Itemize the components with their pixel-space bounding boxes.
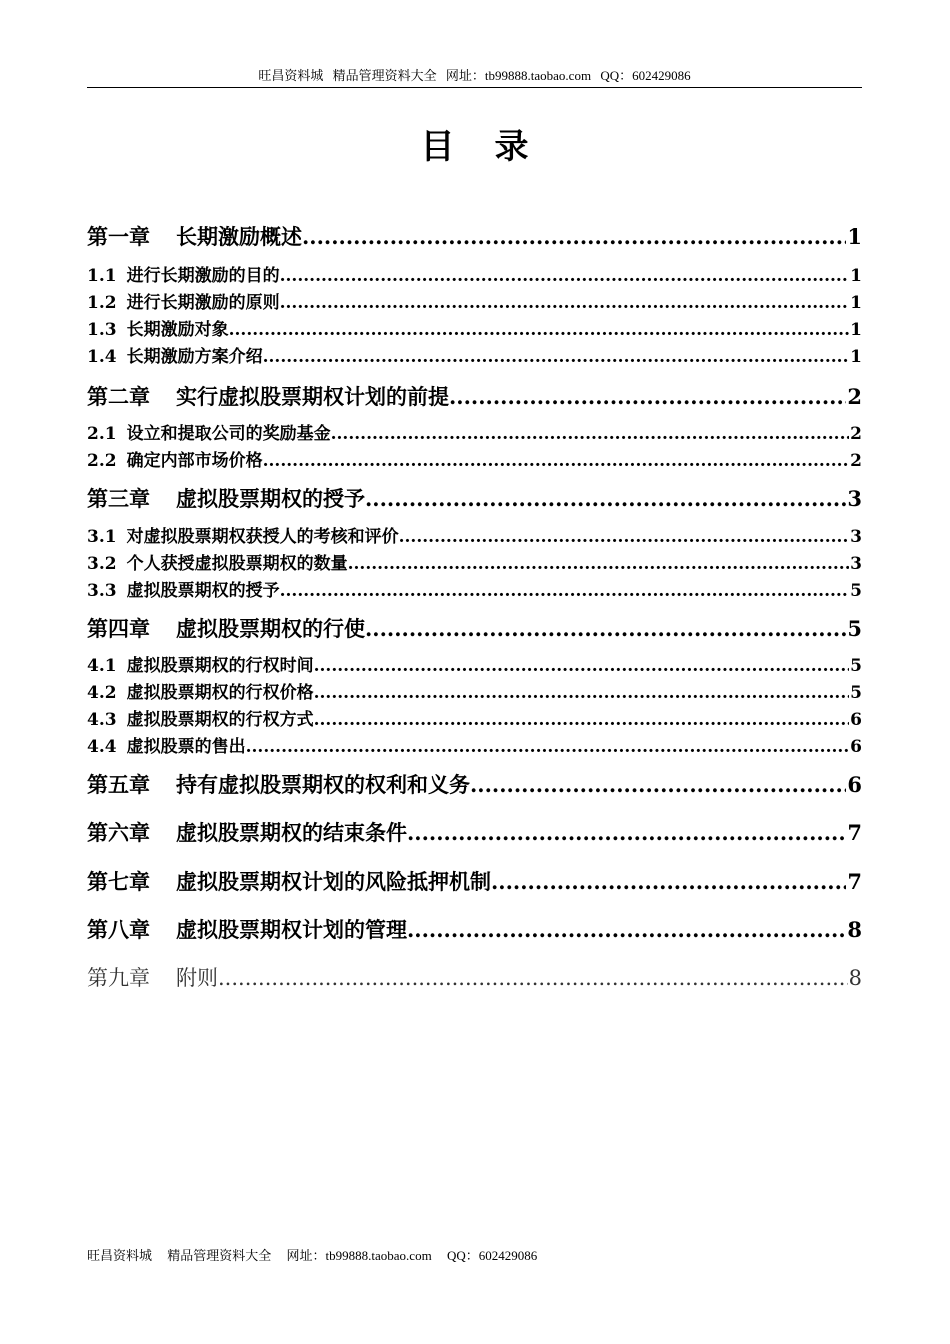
- toc-dot-leader: [229, 318, 850, 342]
- toc-page-number: 2: [847, 384, 862, 409]
- toc-section-4-3[interactable]: [87, 708, 862, 732]
- footer-qq: QQ：602429086: [446, 1248, 538, 1263]
- toc-section-3-2[interactable]: [87, 552, 862, 576]
- toc-dot-leader: [365, 484, 846, 514]
- toc-number: 3.2: [87, 554, 117, 574]
- toc-chapter-8[interactable]: [87, 915, 862, 945]
- toc-number: 第八章: [87, 917, 150, 942]
- toc-page-number: 6: [850, 737, 862, 757]
- toc-chapter-1[interactable]: [87, 222, 862, 252]
- toc-number: 1.3: [87, 320, 117, 340]
- toc-number: 第三章: [87, 486, 150, 511]
- toc-label: 虚拟股票期权的行权方式: [126, 710, 314, 730]
- toc-label: 持有虚拟股票期权的权利和义务: [176, 772, 470, 797]
- toc-label: 虚拟股票期权的行权价格: [126, 683, 314, 703]
- toc-page-number: 6: [847, 772, 862, 797]
- footer-shop-name: 旺昌资料城: [87, 1248, 153, 1263]
- toc-section-4-1[interactable]: [87, 654, 862, 678]
- toc-page-number: 2: [850, 424, 862, 444]
- toc-number: 4.4: [87, 737, 117, 757]
- toc-dot-leader: [218, 963, 848, 993]
- toc-label: 虚拟股票期权计划的管理: [176, 917, 407, 942]
- toc-chapter-9[interactable]: [87, 963, 862, 993]
- toc-number: 第六章: [87, 820, 150, 845]
- toc-dot-leader: [314, 708, 850, 732]
- toc-page-number: 5: [850, 581, 862, 601]
- toc-page-number: 5: [850, 683, 862, 703]
- toc-section-3-3[interactable]: [87, 579, 862, 603]
- header-qq: QQ：602429086: [600, 68, 691, 83]
- toc-label: 进行长期激励的原则: [126, 293, 280, 313]
- toc-label: 虚拟股票期权计划的风险抵押机制: [176, 869, 491, 894]
- toc-section-1-1[interactable]: [87, 264, 862, 288]
- toc-dot-leader: [314, 681, 850, 705]
- toc-page-number: 8: [847, 917, 862, 942]
- toc-label: 虚拟股票期权的授予: [176, 486, 365, 511]
- toc-number: 第九章: [87, 966, 150, 990]
- toc-page-number: 1: [850, 266, 862, 286]
- toc-dot-leader: [491, 867, 846, 897]
- toc-dot-leader: [280, 264, 850, 288]
- toc-label: 实行虚拟股票期权计划的前提: [176, 384, 449, 409]
- toc-page-number: 1: [847, 224, 862, 249]
- toc-page-number: 6: [850, 710, 862, 730]
- toc-dot-leader: [407, 915, 846, 945]
- toc-page-number: 2: [850, 451, 862, 471]
- toc-page-number: 1: [850, 293, 862, 313]
- page-header: [87, 68, 862, 84]
- toc-label: 虚拟股票期权的结束条件: [176, 820, 407, 845]
- header-shop-name: 旺昌资料城: [258, 68, 324, 83]
- toc-dot-leader: [280, 579, 850, 603]
- toc-chapter-7[interactable]: [87, 867, 862, 897]
- toc-label: 对虚拟股票期权获授人的考核和评价: [126, 527, 399, 547]
- toc-section-3-1[interactable]: [87, 525, 862, 549]
- toc-dot-leader: [263, 345, 850, 369]
- toc-dot-leader: [246, 735, 850, 759]
- toc-number: 3.1: [87, 527, 117, 547]
- toc-dot-leader: [314, 654, 850, 678]
- toc-number: 第四章: [87, 616, 150, 641]
- toc-label: 长期激励方案介绍: [126, 347, 263, 367]
- toc-page-number: 3: [847, 486, 862, 511]
- toc-chapter-2[interactable]: [87, 382, 862, 412]
- toc-chapter-4[interactable]: [87, 614, 862, 644]
- toc-chapter-3[interactable]: [87, 484, 862, 514]
- toc-number: 第一章: [87, 224, 150, 249]
- toc-page-number: 5: [847, 616, 862, 641]
- toc-chapter-6[interactable]: [87, 818, 862, 848]
- toc-label: 设立和提取公司的奖励基金: [126, 424, 331, 444]
- toc-label: 长期激励概述: [176, 224, 302, 249]
- toc-number: 第五章: [87, 772, 150, 797]
- toc-label: 确定内部市场价格: [126, 451, 263, 471]
- footer-website: 网址：tb99888.taobao.com: [286, 1248, 432, 1263]
- toc-page-number: 7: [847, 869, 862, 894]
- toc-section-2-2[interactable]: [87, 449, 862, 473]
- toc-label: 虚拟股票的售出: [126, 737, 246, 757]
- toc-dot-leader: [470, 770, 846, 800]
- toc-dot-leader: [348, 552, 850, 576]
- toc-page-number: 3: [850, 554, 862, 574]
- header-slogan: 精品管理资料大全: [332, 68, 437, 83]
- toc-page-number: 3: [850, 527, 862, 547]
- toc-label: 进行长期激励的目的: [126, 266, 280, 286]
- toc-label: 虚拟股票期权的行权时间: [126, 656, 314, 676]
- toc-dot-leader: [263, 449, 850, 473]
- toc-label: 虚拟股票期权的行使: [176, 616, 365, 641]
- footer-slogan: 精品管理资料大全: [167, 1248, 272, 1263]
- toc-label: 虚拟股票期权的授予: [126, 581, 280, 601]
- toc-number: 第二章: [87, 384, 150, 409]
- page-title: 目录: [420, 127, 569, 167]
- toc-number: 4.3: [87, 710, 117, 730]
- toc-number: 1.1: [87, 266, 117, 286]
- toc-section-2-1[interactable]: [87, 422, 862, 446]
- toc-number: 3.3: [87, 581, 117, 601]
- toc-dot-leader: [365, 614, 846, 644]
- toc-page-number: 7: [847, 820, 862, 845]
- toc-number: 1.4: [87, 347, 117, 367]
- toc-dot-leader: [449, 382, 846, 412]
- toc-number: 2.1: [87, 424, 117, 444]
- toc-number: 1.2: [87, 293, 117, 313]
- toc-number: 第七章: [87, 869, 150, 894]
- toc-label: 长期激励对象: [126, 320, 229, 340]
- toc-section-1-3[interactable]: [87, 318, 862, 342]
- header-divider: [87, 87, 862, 88]
- toc-page-number: 1: [850, 320, 862, 340]
- toc-chapter-5[interactable]: [87, 770, 862, 800]
- toc-section-1-4[interactable]: [87, 345, 862, 369]
- toc-section-4-2[interactable]: [87, 681, 862, 705]
- toc-dot-leader: [399, 525, 850, 549]
- toc-page-number: 5: [850, 656, 862, 676]
- toc-number: 4.2: [87, 683, 117, 703]
- header-website: 网址：tb99888.taobao.com: [445, 68, 592, 83]
- toc-section-1-2[interactable]: [87, 291, 862, 315]
- toc-page-number: 1: [850, 347, 862, 367]
- toc-number: 4.1: [87, 656, 117, 676]
- page-footer: [87, 1248, 549, 1264]
- toc-section-4-4[interactable]: [87, 735, 862, 759]
- toc-page-number: 8: [848, 966, 862, 990]
- toc-number: 2.2: [87, 451, 117, 471]
- toc-dot-leader: [331, 422, 850, 446]
- toc-dot-leader: [407, 818, 846, 848]
- toc-label: 个人获授虚拟股票期权的数量: [126, 554, 348, 574]
- toc-dot-leader: [280, 291, 850, 315]
- toc-dot-leader: [302, 222, 846, 252]
- toc-label: 附则: [176, 966, 218, 990]
